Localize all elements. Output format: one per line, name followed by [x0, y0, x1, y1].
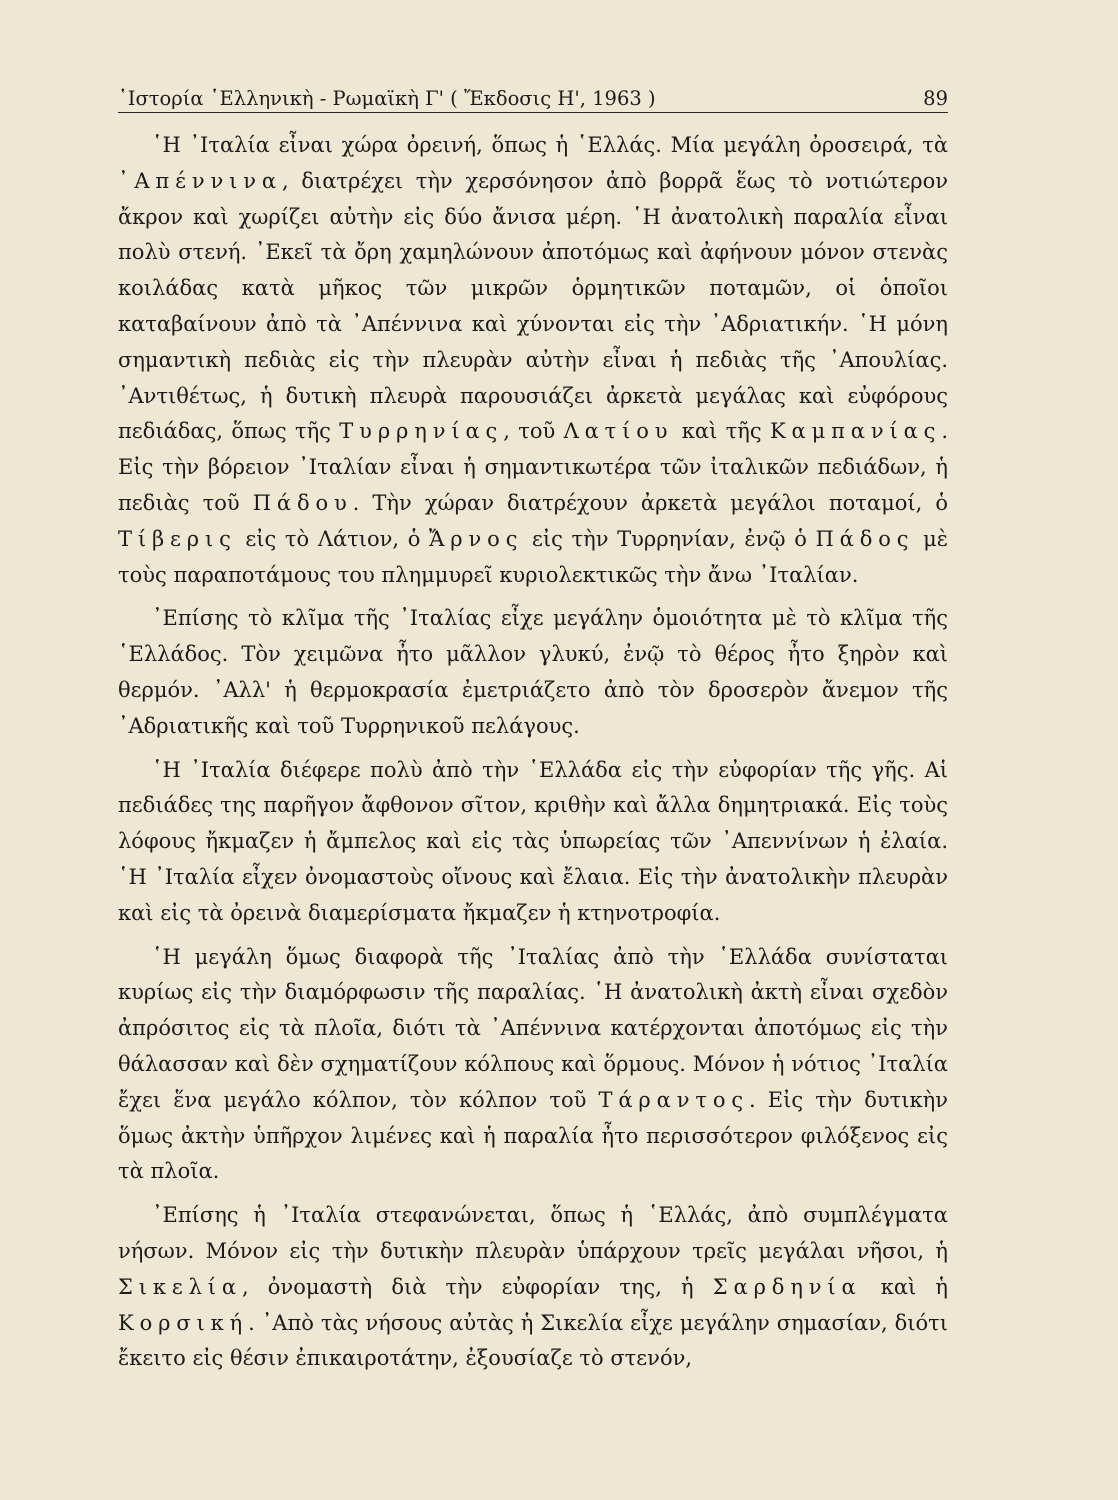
spaced-proper-name: Κορσική	[118, 1310, 249, 1335]
text-run: ῾Η ᾿Ιταλία διέφερε πολὺ ἀπὸ τὴν ῾Ελλάδα εἰς τὴν εὐφορίαν τῆς γῆς. Αἱ πεδιάδες της παρῆγον ἄφθονον σῖτον, κριθὴν καὶ ἄλλα δημητριακά. Εἰς τοὺς λόφους ἤκμαζεν ἡ ἄμπελος καὶ εἰς τὰς ὑπωρείας τῶν ᾿Απεννίνων ἡ ἐλαία. ῾Η ᾿Ιταλία εἶχεν ὀνομαστοὺς οἴνους καὶ ἔλαια. Εἰς τὴν ἀνατολικὴν πλευρὰν καὶ εἰς τὰ ὀρεινὰ διαμερίσματα ἤκμαζεν ἡ κτηνοτροφία.	[118, 757, 948, 925]
spaced-proper-name: Πάδου	[252, 490, 353, 515]
text-run: ῾Η ᾿Ιταλία εἶναι χώρα ὀρεινή, ὅπως ἡ ῾Ελλάς. Μία μεγάλη ὀροσειρά, τὰ	[152, 133, 948, 157]
text-run: καὶ ἡ	[861, 1274, 948, 1299]
text-run: ᾿Επίσης τὸ κλῖμα τῆς ᾿Ιταλίας εἶχε μεγάλην ὁμοιότητα μὲ τὸ κλῖμα τῆς ῾Ελλάδος. Τὸν χειμῶνα ἦτο μᾶλλον γλυκύ, ἐνῷ τὸ θέρος ἦτο ξηρὸν καὶ θερμόν. ᾿Αλλ' ἡ θερμοκρασία ἐμετριάζετο ἀπὸ τὸν δροσερὸν ἄνεμον τῆς ᾿Αδριατικῆς καὶ τοῦ Τυρρηνικοῦ πελάγους.	[118, 606, 948, 738]
spaced-proper-name: Σαρδηνία	[712, 1274, 862, 1299]
text-run: . Εἰς τὴν δυτικὴν ὅμως ἀκτὴν ὑπῆρχον λιμένες καὶ ἡ παραλία ἦτο περισσότερον φιλόξενος εἰς τὰ πλοῖα.	[118, 1087, 948, 1184]
paragraph	[118, 601, 948, 744]
book-page	[118, 0, 948, 1500]
paragraph	[118, 128, 948, 593]
spaced-proper-name: Σικελία	[118, 1274, 242, 1299]
running-title: ῾Ιστορία ῾Ελληνικὴ - Ρωμαϊκὴ Γ' ( Ἔκδοσις Η', 1963 )	[118, 87, 656, 110]
text-run: μὲ τοὺς παραποτάμους του πλημμυρεῖ κυριολεκτικῶς τὴν ἄνω ᾿Ιταλίαν.	[118, 526, 948, 587]
spaced-proper-name: Λατίου	[563, 419, 674, 444]
header-rule	[118, 112, 948, 113]
spaced-proper-name: ᾿Απέννινα	[118, 168, 282, 193]
spaced-proper-name: Πάδος	[815, 526, 915, 551]
text-run: . Εἰς τὴν βόρειον ᾿Ιταλίαν εἶναι ἡ σημαντικωτέρα τῶν ἰταλικῶν πεδιάδων, ἡ πεδιὰς τοῦ	[118, 419, 948, 515]
text-run: , διατρέχει τὴν χερσόνησον ἀπὸ βορρᾶ ἕως τὸ νοτιώτερον ἄκρον καὶ χωρίζει αὐτὴν εἰς δύο ἄνισα μέρη. ῾Η ἀνατολικὴ παραλία εἶναι πολὺ στενή. ᾿Εκεῖ τὰ ὄρη χαμηλώνουν ἀποτόμως καὶ ἀφήνουν μόνον στενὰς κοιλάδας κατὰ μῆκος τῶν μικρῶν ὁρμητικῶν ποταμῶν, οἱ ὁποῖοι καταβαίνουν ἀπὸ τὰ ᾿Απέννινα καὶ χύνονται εἰς τὴν ᾿Αδριατικήν. ῾Η μόνη σημαντικὴ πεδιὰς εἰς τὴν πλευρὰν αὐτὴν εἶναι ἡ πεδιὰς τῆς ᾿Απουλίας. ᾿Αντιθέτως, ἡ δυτικὴ πλευρὰ παρουσιάζει ἀρκετὰ μεγάλας καὶ εὐφόρους πεδιάδας, ὅπως τῆς	[118, 168, 948, 444]
text-run: . ᾿Απὸ τὰς νήσους αὐτὰς ἡ Σικελία εἶχε μεγάλην σημασίαν, διότι ἔκειτο εἰς θέσιν ἐπικαιροτάτην, ἐξουσίαζε τὸ στενόν,	[118, 1310, 948, 1371]
page-number: 89	[923, 87, 948, 110]
text-run: καὶ τῆς	[673, 419, 770, 444]
text-run: , τοῦ	[503, 419, 564, 444]
spaced-proper-name: Τυρρηνίας	[339, 419, 504, 444]
paragraph	[118, 753, 948, 932]
spaced-proper-name: Ἄρνος	[429, 526, 524, 551]
body-text	[118, 128, 948, 1385]
text-run: ῾Η μεγάλη ὅμως διαφορὰ τῆς ᾿Ιταλίας ἀπὸ τὴν ῾Ελλάδα συνίσταται κυρίως εἰς τὴν διαμόρφωσιν τῆς παραλίας. ῾Η ἀνατολικὴ ἀκτὴ εἶναι σχεδὸν ἀπρόσιτος εἰς τὰ πλοῖα, διότι τὰ ᾿Απέννινα κατέρχονται ἀποτόμως εἰς τὴν θάλασσαν καὶ δὲν σχηματίζουν κόλπους καὶ ὅρμους. Μόνον ἡ νότιος ᾿Ιταλία ἔχει ἕνα μεγάλο κόλπον, τὸν κόλπον τοῦ	[118, 944, 948, 1112]
paragraph	[118, 940, 948, 1191]
text-run: , ὀνομαστὴ διὰ τὴν εὐφορίαν της, ἡ	[241, 1274, 713, 1299]
spaced-proper-name: Τάραντος	[598, 1087, 750, 1112]
text-run: ᾿Επίσης ἡ ᾿Ιταλία στεφανώνεται, ὅπως ἡ ῾Ελλάς, ἀπὸ συμπλέγματα νήσων. Μόνον εἰς τὴν δυτικὴν πλευρὰν ὑπάρχουν τρεῖς μεγάλαι νῆσοι, ἡ	[118, 1203, 948, 1263]
text-run: εἰς τὸ Λάτιον, ὁ	[236, 526, 430, 551]
spaced-proper-name: Καμπανίας	[769, 419, 942, 444]
page-header	[118, 70, 948, 110]
paragraph	[118, 1198, 948, 1377]
spaced-proper-name: Τίβερις	[118, 526, 237, 551]
text-run: εἰς τὴν Τυρρηνίαν, ἐνῷ ὁ	[523, 526, 816, 551]
text-run: . Τὴν χώραν διατρέχουν ἀρκετὰ μεγάλοι ποταμοί, ὁ	[352, 490, 948, 515]
